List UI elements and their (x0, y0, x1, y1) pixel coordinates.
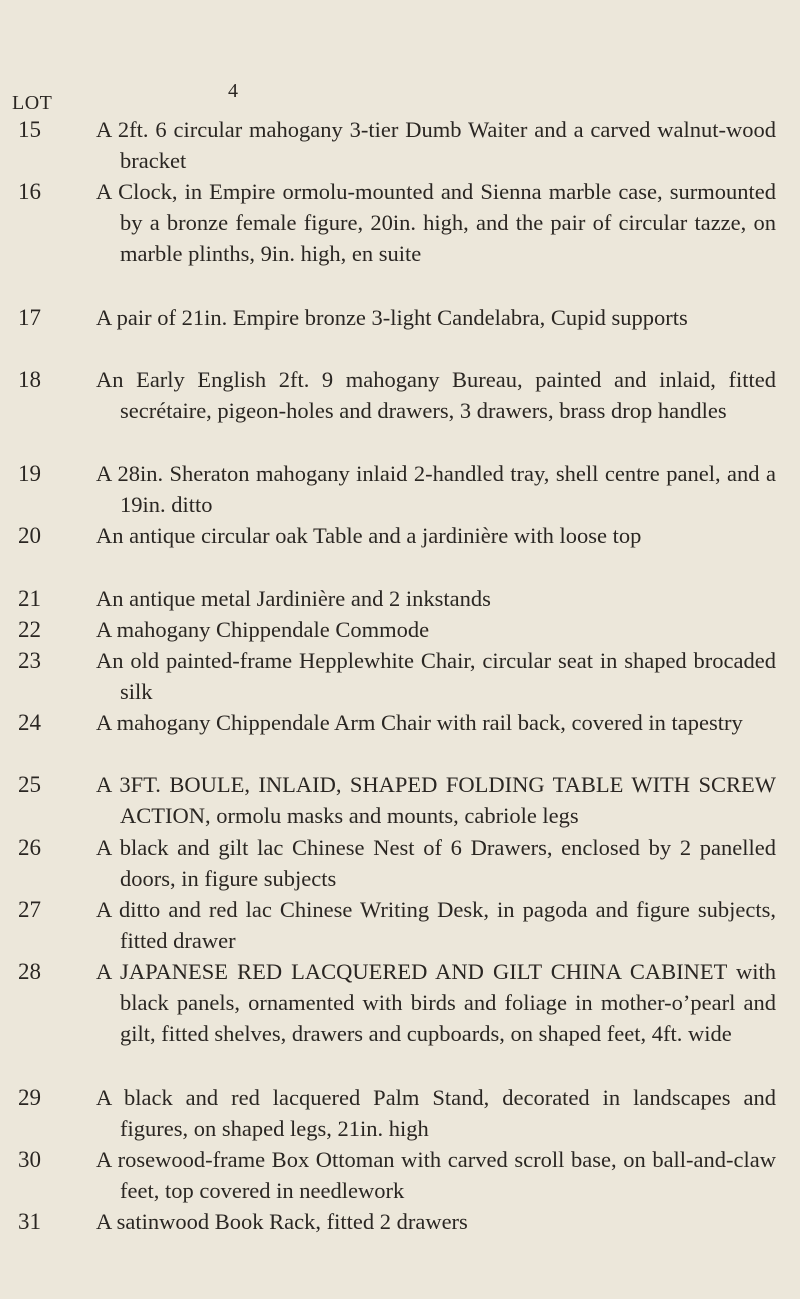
lot-description: A rosewood-frame Box Ottoman with carved scroll base, on ball-and-claw feet, top covered in needlework (96, 1147, 776, 1204)
lot-number: 21 (18, 586, 41, 611)
lot-description: A JAPANESE RED LACQUERED AND GILT CHINA CABINET with black panels, ornamented with birds and foliage in mother-o’pearl and gilt, fitted shelves, drawers and cupboards, on shaped feet, 4ft. wide (96, 959, 776, 1047)
lot-number: 31 (18, 1209, 41, 1234)
lot-description: A 2ft. 6 circular mahogany 3-tier Dumb Waiter and a carved walnut-wood bracket (96, 117, 776, 174)
lot-description: A 28in. Sheraton mahogany inlaid 2-handled tray, shell centre panel, and a 19in. ditto (96, 461, 776, 518)
page-number: 4 (228, 80, 238, 102)
lot-column-header: LOT (12, 92, 53, 114)
lot-number: 29 (18, 1085, 41, 1110)
lot-description: A mahogany Chippendale Arm Chair with rail back, covered in tapestry (96, 710, 743, 735)
lot-number: 18 (18, 367, 41, 392)
lot-description: A mahogany Chippendale Commode (96, 617, 430, 642)
lot-description: A ditto and red lac Chinese Writing Desk, in pagoda and figure subjects, fitted drawer (96, 897, 776, 954)
lot-number: 26 (18, 835, 41, 860)
lot-number: 19 (18, 461, 41, 486)
lot-description: An Early English 2ft. 9 mahogany Bureau, painted and inlaid, fitted secrétaire, pigeon-holes and drawers, 3 drawers, brass drop handles (96, 367, 776, 424)
lot-description: An old painted-frame Hepplewhite Chair, circular seat in shaped brocaded silk (96, 648, 776, 705)
lot-number: 17 (18, 305, 41, 330)
lot-number: 28 (18, 959, 41, 984)
lot-description: A black and gilt lac Chinese Nest of 6 Drawers, enclosed by 2 panelled doors, in figure subjects (96, 835, 776, 892)
lot-number: 20 (18, 523, 41, 548)
lot-description: A 3FT. BOULE, INLAID, SHAPED FOLDING TABLE WITH SCREW ACTION, ormolu masks and mounts, cabriole legs (96, 772, 776, 829)
lot-description: An antique metal Jardinière and 2 inkstands (96, 586, 491, 611)
lot-number: 16 (18, 179, 41, 204)
lot-number: 25 (18, 772, 41, 797)
lot-number: 23 (18, 648, 41, 673)
lot-number: 24 (18, 710, 41, 735)
lot-number: 22 (18, 617, 41, 642)
lot-number: 27 (18, 897, 41, 922)
lot-number: 15 (18, 117, 41, 142)
lot-number: 30 (18, 1147, 41, 1172)
lot-description: An antique circular oak Table and a jardinière with loose top (96, 523, 642, 548)
lot-description: A Clock, in Empire ormolu-mounted and Sienna marble case, surmounted by a bronze female figure, 20in. high, and the pair of circular tazze, on marble plinths, 9in. high, en suite (96, 179, 776, 267)
lot-description: A black and red lacquered Palm Stand, decorated in landscapes and figures, on shaped legs, 21in. high (96, 1085, 776, 1142)
lot-description: A pair of 21in. Empire bronze 3-light Candelabra, Cupid supports (96, 305, 688, 330)
lot-description: A satinwood Book Rack, fitted 2 drawers (96, 1209, 468, 1234)
